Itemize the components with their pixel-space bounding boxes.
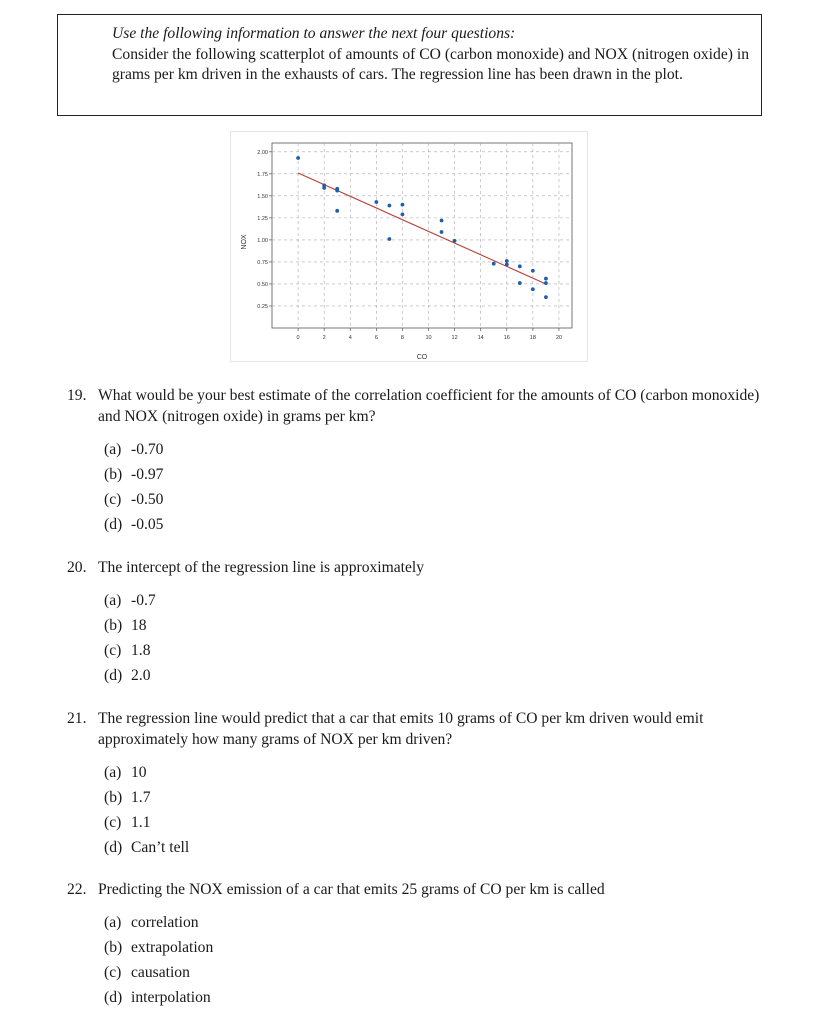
- data-point: [335, 209, 339, 213]
- y-tick-label: 1.00: [257, 237, 268, 244]
- y-tick-label: 0.75: [257, 259, 268, 266]
- y-tick-label: 1.25: [257, 215, 268, 222]
- option-b: [104, 613, 767, 638]
- option-label: (d): [104, 667, 123, 684]
- option-label: (c): [104, 814, 122, 831]
- y-tick-label: 2.00: [257, 149, 268, 156]
- scatterplot: [230, 131, 588, 362]
- option-label: (c): [104, 642, 122, 659]
- plot-area: [272, 143, 572, 328]
- data-point: [322, 186, 326, 190]
- data-point: [505, 259, 509, 263]
- option-label: (a): [104, 592, 122, 609]
- y-tick-label: 1.75: [257, 171, 268, 178]
- option-b: [104, 785, 767, 810]
- question-20: [67, 557, 767, 688]
- y-tick-label: 0.25: [257, 303, 268, 310]
- option-b: [104, 935, 767, 960]
- x-tick-label: 12: [451, 335, 458, 341]
- option-label: (a): [104, 914, 122, 931]
- option-text: -0.50: [131, 491, 164, 508]
- question-19: [67, 385, 767, 537]
- option-text: 2.0: [131, 667, 151, 684]
- question-text: The intercept of the regression line is approximately: [98, 559, 425, 576]
- question-number: 21.: [67, 710, 87, 727]
- option-d: [104, 835, 767, 860]
- question-21: [67, 708, 767, 860]
- option-text: 1.1: [131, 814, 151, 831]
- option-text: 18: [131, 617, 147, 634]
- option-d: [104, 985, 767, 1010]
- question-number: 22.: [67, 881, 87, 898]
- data-point: [296, 156, 300, 160]
- info-box-body: Consider the following scatterplot of amounts of CO (carbon monoxide) and NOX (nitrogen oxide) in grams per km driven in the exhausts of cars. The regression line has been drawn in the plot.: [112, 45, 749, 83]
- x-tick-label: 14: [477, 335, 484, 341]
- y-tick-label: 1.50: [257, 193, 268, 200]
- x-tick-label: 10: [425, 335, 432, 341]
- x-tick-label: 2: [322, 335, 326, 341]
- data-point: [544, 295, 548, 299]
- data-point: [401, 212, 405, 216]
- option-label: (c): [104, 964, 122, 981]
- option-text: 1.7: [131, 789, 151, 806]
- scatterplot-figure: [230, 131, 588, 362]
- x-tick-label: 4: [348, 335, 352, 341]
- option-label: (a): [104, 441, 122, 458]
- option-c: [104, 638, 767, 663]
- x-tick-label: 20: [555, 335, 563, 341]
- data-point: [453, 239, 457, 243]
- option-a: [104, 437, 767, 462]
- option-text: -0.70: [131, 441, 164, 458]
- question-text: Predicting the NOX emission of a car that emits 25 grams of CO per km is called: [98, 881, 605, 898]
- option-a: [104, 910, 767, 935]
- option-label: (a): [104, 764, 122, 781]
- option-text: -0.97: [131, 466, 164, 483]
- option-text: 10: [131, 764, 147, 781]
- x-tick-label: 0: [296, 335, 300, 341]
- y-axis-label: NOX: [241, 234, 248, 250]
- data-point: [387, 237, 391, 241]
- info-box: [57, 14, 762, 116]
- option-c: [104, 487, 767, 512]
- data-point: [492, 262, 496, 266]
- x-tick-label: 6: [374, 335, 378, 341]
- option-label: (d): [104, 516, 123, 533]
- answer-options: [104, 437, 767, 537]
- option-text: causation: [131, 964, 190, 981]
- data-point: [401, 203, 405, 207]
- info-box-heading: Use the following information to answer the next four questions:: [112, 25, 516, 42]
- option-text: Can’t tell: [131, 839, 190, 856]
- option-label: (d): [104, 839, 123, 856]
- data-point: [531, 269, 535, 273]
- y-tick-label: 0.50: [257, 281, 268, 288]
- question-number: 20.: [67, 559, 87, 576]
- option-text: 1.8: [131, 642, 151, 659]
- data-point: [544, 277, 548, 281]
- data-point: [518, 264, 522, 268]
- option-label: (b): [104, 466, 123, 483]
- option-a: [104, 588, 767, 613]
- data-point: [505, 263, 509, 267]
- option-label: (b): [104, 789, 123, 806]
- option-text: -0.7: [131, 592, 156, 609]
- option-text: correlation: [131, 914, 199, 931]
- option-c: [104, 960, 767, 985]
- question-text: The regression line would predict that a car that emits 10 grams of CO per km driven would emit approximately how many grams of NOX per km driven?: [98, 710, 704, 748]
- data-point: [374, 200, 378, 204]
- data-point: [335, 189, 339, 193]
- data-point: [387, 204, 391, 208]
- option-label: (b): [104, 939, 123, 956]
- option-text: -0.05: [131, 516, 164, 533]
- option-a: [104, 760, 767, 785]
- data-point: [440, 219, 444, 223]
- option-b: [104, 462, 767, 487]
- question-text: What would be your best estimate of the correlation coefficient for the amounts of CO (carbon monoxide) and NOX (nitrogen oxide) in grams per km?: [98, 387, 760, 425]
- question-number: 19.: [67, 387, 87, 404]
- x-tick-label: 16: [503, 335, 510, 341]
- data-point: [440, 230, 444, 234]
- option-c: [104, 810, 767, 835]
- question-22: [67, 879, 767, 1010]
- option-label: (c): [104, 491, 122, 508]
- option-label: (b): [104, 617, 123, 634]
- x-tick-label: 18: [529, 335, 536, 341]
- option-d: [104, 663, 767, 688]
- x-axis-label: CO: [416, 354, 428, 361]
- option-d: [104, 512, 767, 537]
- x-tick-label: 8: [400, 335, 404, 341]
- answer-options: [104, 910, 767, 1010]
- answer-options: [104, 760, 767, 860]
- answer-options: [104, 588, 767, 688]
- data-point: [531, 287, 535, 291]
- data-point: [544, 281, 548, 285]
- data-point: [518, 281, 522, 285]
- option-label: (d): [104, 989, 123, 1006]
- option-text: interpolation: [131, 989, 211, 1006]
- option-text: extrapolation: [131, 939, 214, 956]
